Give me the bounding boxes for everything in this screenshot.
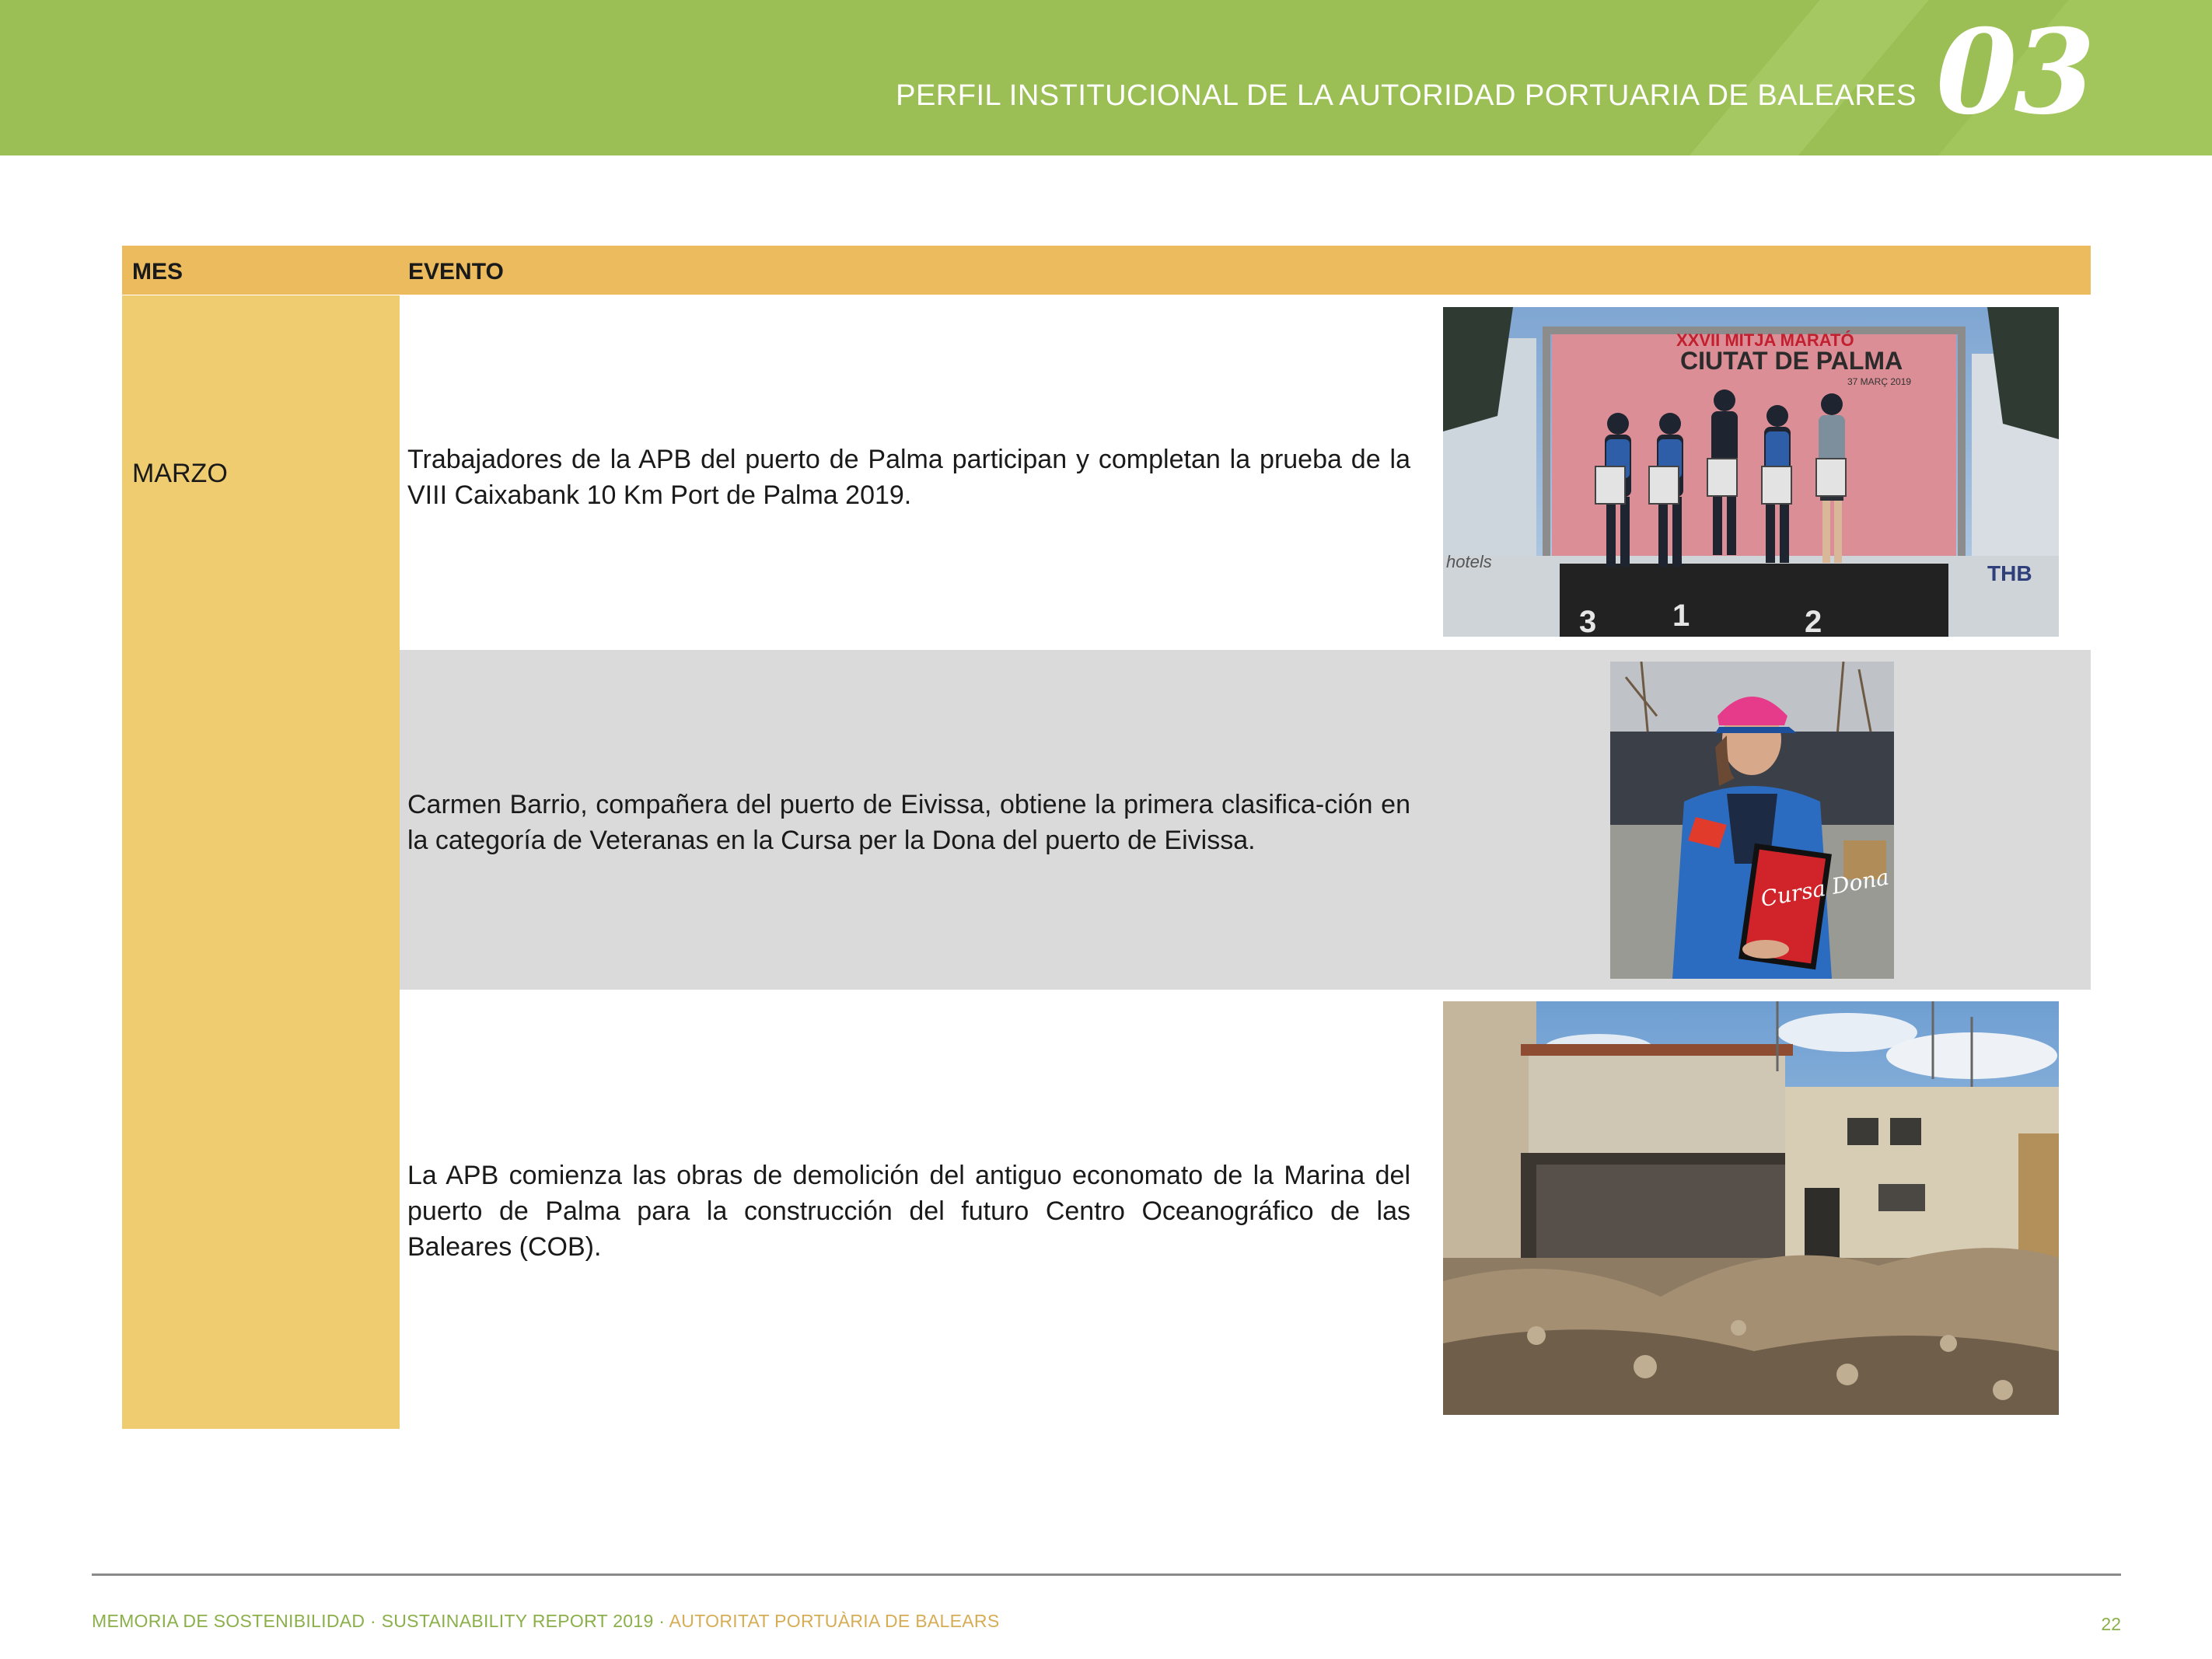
month-cell bbox=[122, 295, 400, 1429]
footer-report-title: MEMORIA DE SOSTENIBILIDAD · SUSTAINABILITY REPORT 2019 · bbox=[92, 1611, 669, 1631]
footer-organization: AUTORITAT PORTUÀRIA DE BALEARS bbox=[669, 1611, 1000, 1631]
podium-number: 2 bbox=[1805, 605, 1822, 637]
column-header-evento: EVENTO bbox=[408, 259, 504, 285]
trophy-text: Cursa Dona bbox=[1759, 864, 1892, 913]
chapter-number: 03 bbox=[1936, 4, 2092, 141]
half-marathon-podium-photo bbox=[1443, 307, 2059, 637]
sponsor-logo-text: THB bbox=[1987, 561, 2032, 585]
section-title: PERFIL INSTITUCIONAL DE LA AUTORIDAD PORTUARIA DE BALEARES bbox=[896, 79, 1917, 112]
podium-number: 1 bbox=[1672, 599, 1690, 633]
event-description: La APB comienza las obras de demolición del antiguo economato de la Marina del puerto de Palma para la construcción del futuro Centro Oceanográfico de las Baleares (COB). bbox=[407, 1161, 1410, 1262]
banner-text: CIUTAT DE PALMA bbox=[1680, 347, 1903, 375]
event-description: Carmen Barrio, compañera del puerto de Eivissa, obtiene la primera clasifica-ción en la categoría de Veteranas en la Cursa per la Dona del puerto de Eivissa. bbox=[407, 790, 1410, 855]
demolition-works-photo bbox=[1443, 1001, 2059, 1415]
table-row bbox=[400, 295, 2091, 650]
sponsor-logo-text: hotels bbox=[1446, 552, 1492, 571]
banner-text: 37 MARÇ 2019 bbox=[1847, 376, 1912, 387]
page-header bbox=[0, 0, 2212, 155]
footer-divider bbox=[92, 1573, 2121, 1576]
table-row bbox=[400, 990, 2091, 1429]
banner-text: XXVII MITJA MARATÓ bbox=[1676, 330, 1854, 350]
table-row bbox=[400, 650, 2091, 990]
table-header bbox=[122, 246, 2091, 295]
event-description: Trabajadores de la APB del puerto de Palma participan y completan la prueba de la VIII Caixabank 10 Km Port de Palma 2019. bbox=[407, 445, 1410, 510]
cursa-dona-winner-photo bbox=[1610, 662, 1894, 979]
header-stripe bbox=[1637, 0, 1955, 155]
month-label: MARZO bbox=[132, 459, 228, 488]
footer-text bbox=[92, 1611, 999, 1632]
podium-number: 3 bbox=[1579, 605, 1597, 637]
page-number: 22 bbox=[2101, 1614, 2121, 1634]
column-header-mes: MES bbox=[132, 259, 183, 285]
